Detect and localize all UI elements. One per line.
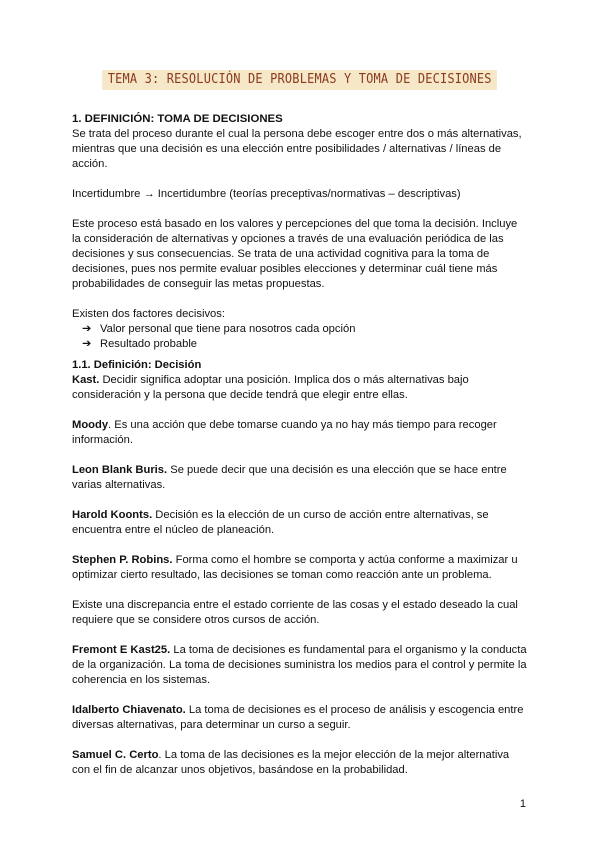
- definition-paragraph: [72, 748, 528, 778]
- definition-text: . La toma de las decisiones es la mejor elección de la mejor alternativa con el fin de alcanzar unos objetivos, basándose en la probabilidad.: [72, 749, 510, 776]
- author-name: Moody: [72, 419, 109, 431]
- author-name: Samuel C. Certo: [72, 749, 159, 761]
- discrepancy-paragraph: Existe una discrepancia entre el estado corriente de las cosas y el estado deseado la cual requiere que se considere otros cursos de acción.: [72, 599, 518, 626]
- title-block: [72, 0, 528, 112]
- definition-paragraph: [72, 463, 528, 493]
- definition-paragraph: [72, 703, 528, 733]
- definition-text: La toma de decisiones es el proceso de análisis y escogencia entre diversas alternativas, para determinar un curso a seguir.: [72, 704, 524, 731]
- factors-intro: Existen dos factores decisivos:: [72, 308, 225, 320]
- process-paragraph: Este proceso está basado en los valores y percepciones del que toma la decisión. Incluye la consideración de alternativas y opciones a través de una evaluación periódica de las decisiones y sus consecuencias. Se trata de una actividad cognitiva para la toma de decisiones, pues nos permite evaluar posibles elecciones y determinar cuál tiene más probabilidades de conseguir las metas propuestas.: [72, 218, 518, 290]
- page-number: 1: [519, 798, 526, 810]
- definition-text: La toma de decisiones es fundamental para el organismo y la conducta de la organización. La toma de decisiones suministra los medios para el control y permite la coherencia en los sistemas.: [72, 644, 527, 686]
- definition-text: Forma como el hombre se comporta y actúa conforme a maximizar u optimizar cierto resultado, las decisiones se toman como reacción ante un problema.: [72, 554, 518, 581]
- intro-paragraph: Se trata del proceso durante el cual la persona debe escoger entre dos o más alternativas, mientras que una decisión es una elección entre posibilidades / alternativas / líneas de acción.: [72, 128, 522, 170]
- author-name: Harold Koonts.: [72, 509, 153, 521]
- uncertainty-paragraph: Incertidumbre → Incertidumbre (teorías preceptivas/normativas – descriptivas): [72, 188, 461, 200]
- definition-paragraph: [72, 418, 528, 448]
- definition-paragraph: [72, 508, 528, 538]
- definition-paragraph: [72, 553, 528, 583]
- definition-text: Se puede decir que una decisión es una elección que se hace entre varias alternativas.: [72, 464, 507, 491]
- page-title: TEMA 3: RESOLUCIÓN DE PROBLEMAS Y TOMA DE DECISIONES: [102, 70, 497, 90]
- factors-list: [72, 322, 528, 352]
- author-name: Kast.: [72, 374, 100, 386]
- document-body: [72, 112, 528, 778]
- subsection-heading: 1.1. Definición: Decisión: [72, 359, 202, 371]
- list-item: [82, 322, 528, 337]
- arrow-icon: ➔: [82, 323, 92, 335]
- factor-text: Resultado probable: [100, 338, 198, 350]
- list-item: [82, 337, 528, 352]
- author-name: Leon Blank Buris.: [72, 464, 168, 476]
- arrow-icon: ➔: [82, 338, 92, 350]
- definition-text: Decidir significa adoptar una posición. Implica dos o más alternativas bajo consideración y la persona que decide tendrá que elegir entre ellas.: [72, 374, 469, 401]
- author-name: Fremont E Kast25.: [72, 644, 171, 656]
- definition-text: Decisión es la elección de un curso de acción entre alternativas, se encuentra entre el núcleo de planeación.: [72, 509, 489, 536]
- definition-paragraph: [72, 643, 528, 688]
- section-heading: 1. DEFINICIÓN: TOMA DE DECISIONES: [72, 113, 283, 125]
- author-name: Stephen P. Robins.: [72, 554, 173, 566]
- definition-paragraph: [72, 373, 528, 403]
- factor-text: Valor personal que tiene para nosotros cada opción: [100, 323, 356, 335]
- author-name: Idalberto Chiavenato.: [72, 704, 186, 716]
- definition-text: . Es una acción que debe tomarse cuando ya no hay más tiempo para recoger información.: [72, 419, 497, 446]
